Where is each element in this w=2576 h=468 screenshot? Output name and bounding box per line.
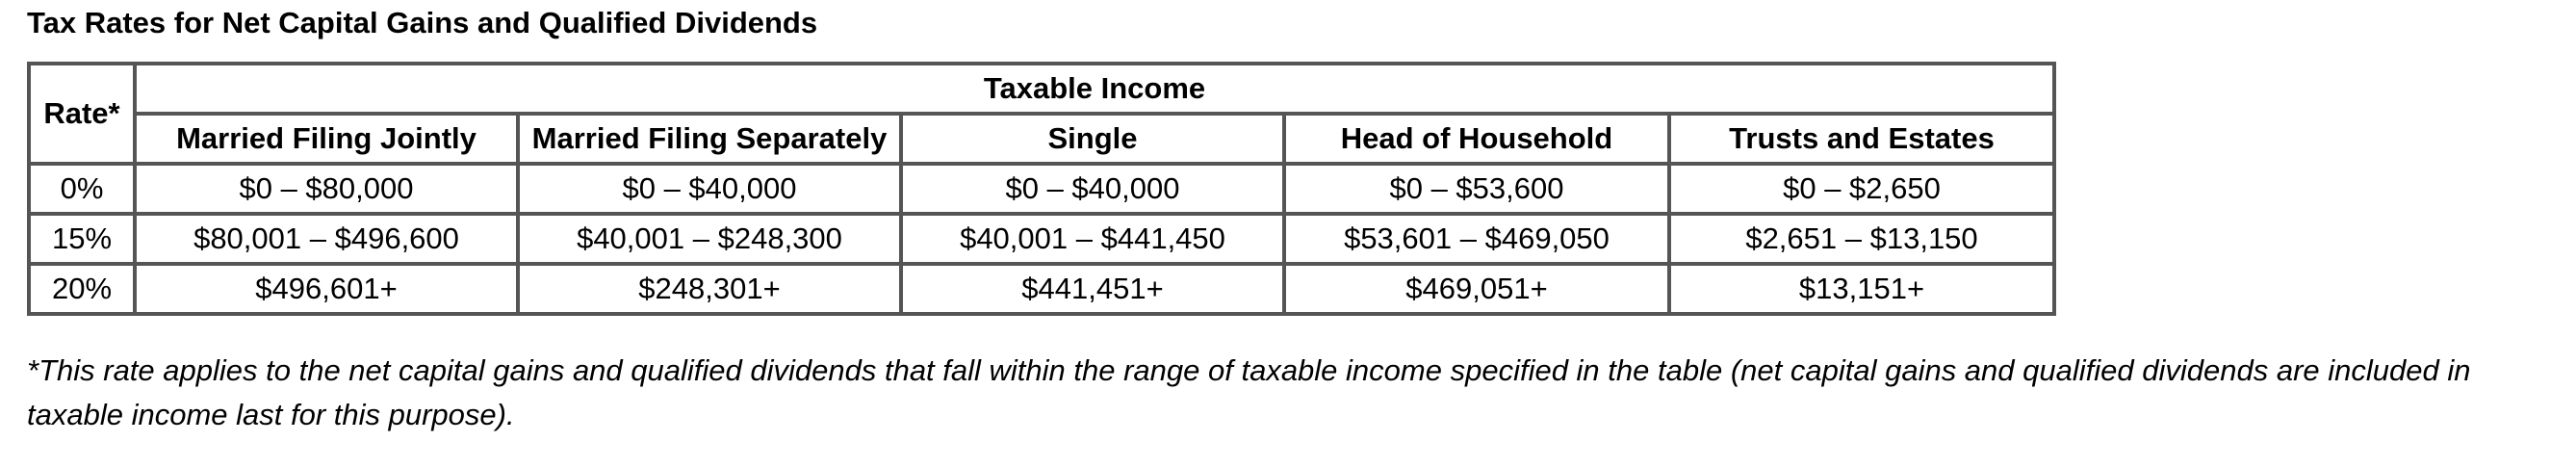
rate-cell: 15% [29, 214, 135, 264]
table-cell: $441,451+ [901, 264, 1284, 314]
column-header-trusts-estates: Trusts and Estates [1669, 114, 2054, 164]
table-cell: $0 – $80,000 [135, 164, 518, 214]
table-cell: $0 – $40,000 [901, 164, 1284, 214]
table-subheader-row [29, 114, 2054, 164]
table-cell: $80,001 – $496,600 [135, 214, 518, 264]
table-cell: $469,051+ [1284, 264, 1669, 314]
table-row [29, 164, 2054, 214]
column-header-married-separately: Married Filing Separately [518, 114, 901, 164]
table-cell: $40,001 – $441,450 [901, 214, 1284, 264]
table-cell: $2,651 – $13,150 [1669, 214, 2054, 264]
footnote: *This rate applies to the net capital gains and qualified dividends that fall within the range of taxable income specified in the table (net capital gains and qualified dividends are included in taxable income last for this purpose). [27, 353, 2471, 431]
rate-column-header: Rate* [29, 64, 135, 164]
table-row [29, 214, 2054, 264]
column-header-single: Single [901, 114, 1284, 164]
table-row [29, 264, 2054, 314]
page-title: Tax Rates for Net Capital Gains and Qualified Dividends [27, 6, 818, 39]
table-cell: $0 – $53,600 [1284, 164, 1669, 214]
table-cell: $0 – $2,650 [1669, 164, 2054, 214]
rate-cell: 0% [29, 164, 135, 214]
column-header-head-of-household: Head of Household [1284, 114, 1669, 164]
table-cell: $248,301+ [518, 264, 901, 314]
table-cell: $13,151+ [1669, 264, 2054, 314]
table-cell: $496,601+ [135, 264, 518, 314]
taxable-income-group-header: Taxable Income [135, 64, 2054, 114]
column-header-married-jointly: Married Filing Jointly [135, 114, 518, 164]
tax-rates-table [27, 62, 2056, 316]
table-cell: $0 – $40,000 [518, 164, 901, 214]
rate-cell: 20% [29, 264, 135, 314]
table-cell: $40,001 – $248,300 [518, 214, 901, 264]
table-cell: $53,601 – $469,050 [1284, 214, 1669, 264]
table-header-row [29, 64, 2054, 114]
